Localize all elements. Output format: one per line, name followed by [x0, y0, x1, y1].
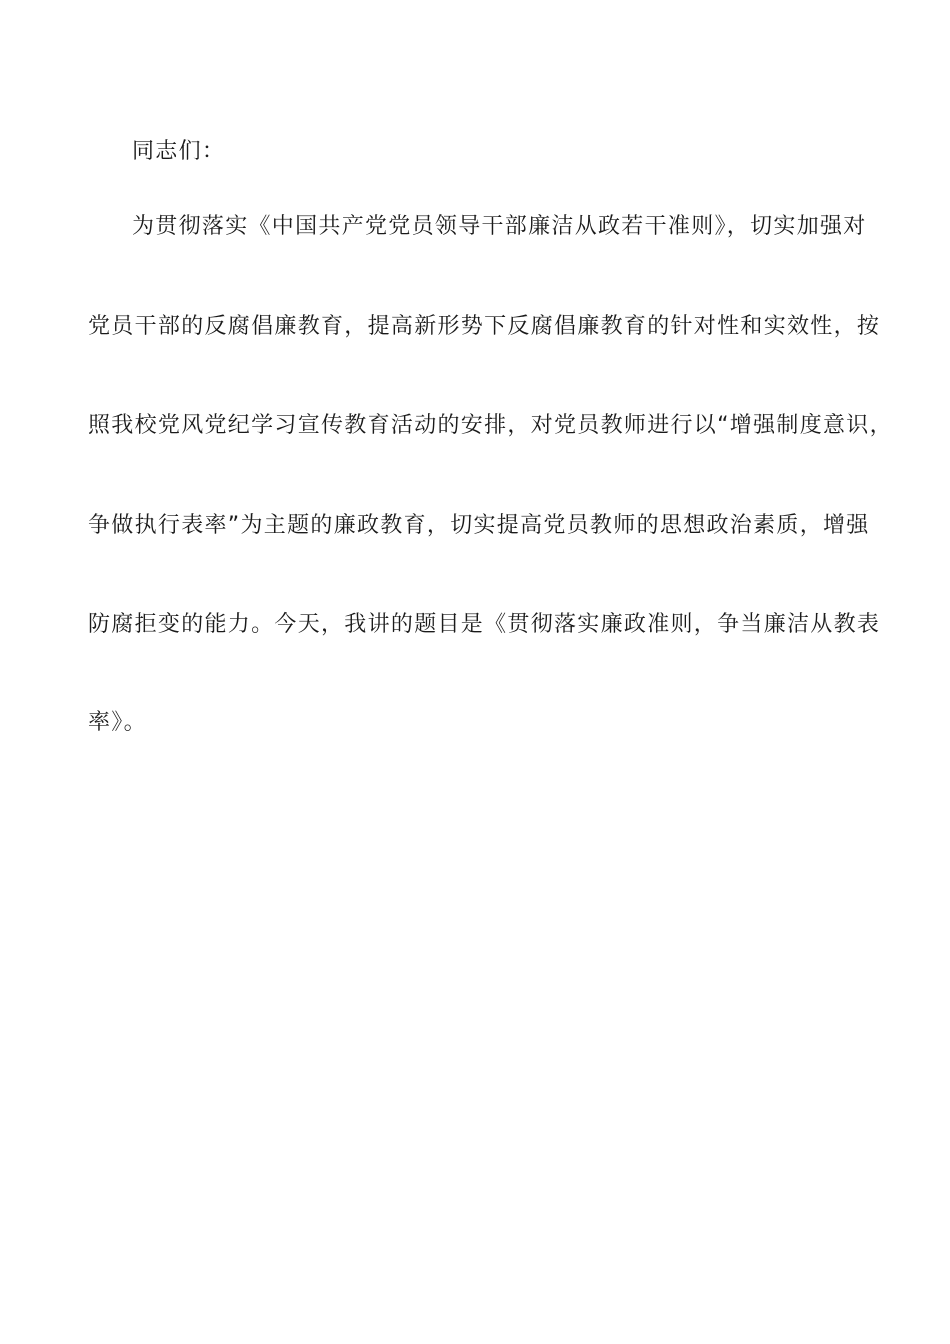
paragraph-line-4: 争做执行表率”为主题的廉政教育，切实提高党员教师的思想政治素质，增强: [88, 513, 870, 538]
paragraph-line-2: 党员干部的反腐倡廉教育，提高新形势下反腐倡廉教育的针对性和实效性，按: [88, 314, 881, 339]
paragraph-line-5: 防腐拒变的能力。今天，我讲的题目是《贯彻落实廉政准则，争当廉洁从教表: [88, 612, 881, 637]
salutation: 同志们：: [132, 139, 226, 164]
paragraph-line-3: 照我校党风党纪学习宣传教育活动的安排，对党员教师进行以“增强制度意识，: [88, 413, 893, 438]
paragraph-line-1: 为贯彻落实《中国共产党党员领导干部廉洁从政若干准则》，切实加强对: [132, 214, 867, 239]
paragraph-line-6: 率》。: [88, 710, 147, 735]
